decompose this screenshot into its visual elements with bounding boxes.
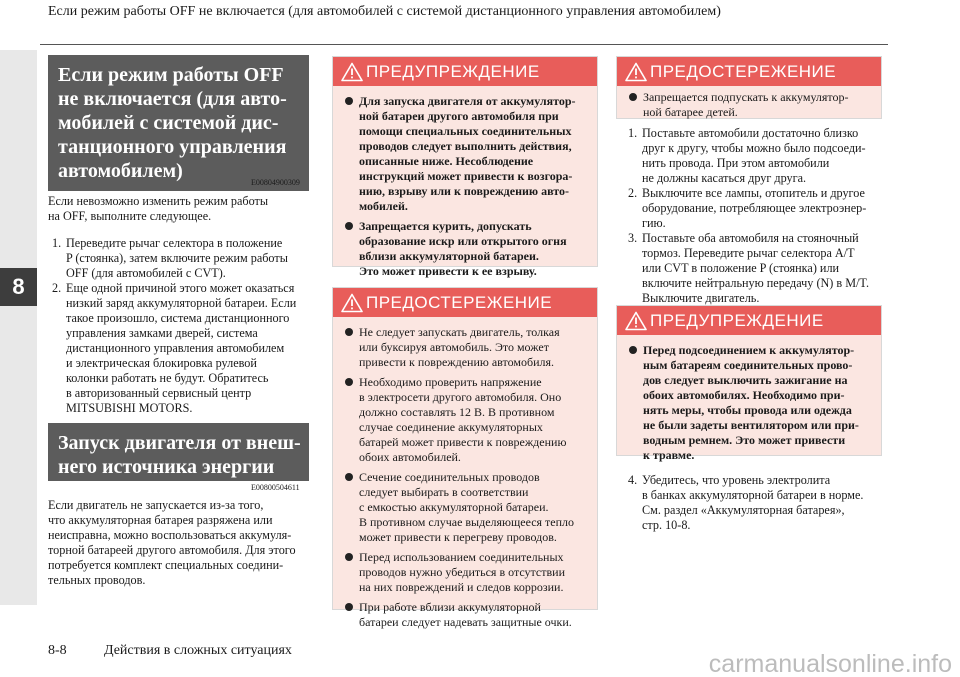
text-line: обоих автомобилях. Необходимо при- bbox=[643, 388, 845, 402]
step-item bbox=[628, 473, 863, 533]
caution-box bbox=[332, 287, 598, 629]
caution-box-body bbox=[333, 317, 597, 641]
text-line: оборудование, потребляющее электроэнер- bbox=[642, 201, 867, 215]
warning-box bbox=[332, 56, 598, 278]
section1-steps bbox=[52, 236, 296, 416]
text-line: Для запуска двигателя от аккумулятор- bbox=[359, 94, 576, 108]
text-line: и электрическая блокировка рулевой bbox=[66, 356, 257, 370]
text-line: Запрещается подпускать к аккумулятор- bbox=[643, 90, 849, 104]
text-line: низкий заряд аккумуляторной батареи. Если bbox=[66, 296, 297, 310]
section-heading-jump-start bbox=[48, 423, 309, 481]
text-line: Еще одной причиной этого может оказаться bbox=[66, 281, 295, 295]
text-line: ной батарее детей. bbox=[643, 105, 738, 119]
text-line: тормоз. Переведите рычаг селектора A/T bbox=[642, 246, 855, 260]
text-line: нию, взрыву или к повреждению авто- bbox=[359, 184, 569, 198]
warning-box-header bbox=[617, 306, 881, 335]
text-line: MITSUBISHI MOTORS. bbox=[66, 401, 193, 415]
text-line: батарей может привести к повреждению bbox=[359, 435, 567, 449]
page-number: 8-8 bbox=[48, 643, 67, 658]
text-line: следует выбирать в соответствии bbox=[359, 485, 529, 499]
bullet-dot-icon bbox=[345, 222, 353, 230]
bullet-item bbox=[343, 219, 591, 279]
warning-box-title: ПРЕДУПРЕЖДЕНИЕ bbox=[366, 61, 540, 81]
text-line: не включается (для авто- bbox=[58, 88, 287, 110]
warning-triangle-icon bbox=[625, 62, 647, 82]
text-line: Убедитесь, что уровень электролита bbox=[642, 473, 831, 487]
text-line: него источника энергии bbox=[58, 456, 275, 478]
bullet-item bbox=[343, 94, 591, 214]
text-line: Поставьте оба автомобиля на стояночный bbox=[642, 231, 859, 245]
caution-box-title: ПРЕДОСТЕРЕЖЕНИЕ bbox=[650, 61, 837, 81]
text-line: Выключите все лампы, отопитель и другое bbox=[642, 186, 865, 200]
bullet-dot-icon bbox=[345, 328, 353, 336]
warning-box-connection bbox=[616, 305, 882, 462]
warning-triangle-icon bbox=[625, 311, 647, 331]
warning-box-header bbox=[333, 57, 597, 86]
step-number: 2. bbox=[628, 186, 638, 200]
text-line: Перед использованием соединительных bbox=[359, 550, 564, 564]
step-number: 1. bbox=[628, 126, 638, 140]
warning-box-title: ПРЕДУПРЕЖДЕНИЕ bbox=[650, 310, 824, 330]
text-line: Выключите двигатель. bbox=[642, 291, 760, 305]
text-line: Если невозможно изменить режим работы bbox=[48, 194, 269, 208]
jump-start-steps bbox=[628, 126, 869, 306]
text-line: батареи следует надевать защитные очки. bbox=[359, 615, 572, 629]
chapter-title: Действия в сложных ситуациях bbox=[104, 643, 292, 658]
text-line: ным батареям соединительных прово- bbox=[643, 358, 853, 372]
bullet-dot-icon bbox=[345, 553, 353, 561]
text-line: проводов нужно убедиться в отсутствии bbox=[359, 565, 565, 579]
text-line: Сечение соединительных проводов bbox=[359, 470, 540, 484]
section1-intro bbox=[48, 194, 268, 224]
text-line: Запуск двигателя от внеш- bbox=[58, 432, 301, 454]
text-line: водным ремнем. Это может привести bbox=[643, 433, 846, 447]
text-line: инструкций может привести к возгора- bbox=[359, 169, 573, 183]
text-line: Перед подсоединением к аккумулятор- bbox=[643, 343, 855, 357]
text-line: на них повреждений и следов коррозии. bbox=[359, 580, 564, 594]
text-line: в банках аккумуляторной батареи в норме. bbox=[642, 488, 864, 502]
text-line: обоих автомобилей. bbox=[359, 450, 461, 464]
bullet-item bbox=[627, 90, 875, 120]
bullet-item bbox=[343, 600, 591, 630]
text-line: дистанционного управления автомобилем bbox=[66, 341, 285, 355]
text-line: ной батареи другого автомобиля при bbox=[359, 109, 559, 123]
text-line: проводов следует выполнить действия, bbox=[359, 139, 572, 153]
chapter-tab: 8 bbox=[0, 268, 37, 306]
caution-box-header bbox=[617, 57, 881, 86]
warning-box-body bbox=[617, 335, 881, 474]
text-line: должно составлять 12 В. В противном bbox=[359, 405, 555, 419]
text-line: что аккумуляторная батарея разряжена или bbox=[48, 513, 273, 527]
bullet-item bbox=[343, 325, 591, 370]
text-line: Не следует запускать двигатель, толкая bbox=[359, 325, 560, 339]
text-line: мобилей. bbox=[359, 199, 408, 213]
text-line: на OFF, выполните следующее. bbox=[48, 209, 212, 223]
text-line: В противном случае выделяющееся тепло bbox=[359, 515, 575, 529]
bullet-dot-icon bbox=[345, 378, 353, 386]
bullet-dot-icon bbox=[345, 603, 353, 611]
page-header-title: Если режим работы OFF не включается (для автомобилей с системой дистанционного управления автомобилем) bbox=[48, 4, 721, 19]
text-line: с емкостью аккумуляторной батареи. bbox=[359, 500, 549, 514]
text-line: привести к повреждению автомобиля. bbox=[359, 355, 555, 369]
warning-triangle-icon bbox=[341, 62, 363, 82]
text-line: тельных проводов. bbox=[48, 573, 146, 587]
text-line: P (стоянка), затем включите режим работы bbox=[66, 251, 288, 265]
caution-box-body bbox=[617, 86, 881, 131]
text-line: описанные ниже. Несоблюдение bbox=[359, 154, 534, 168]
text-line: дов следует выключить зажигание на bbox=[643, 373, 848, 387]
text-line: такое произошло, система дистанционного bbox=[66, 311, 290, 325]
text-line: включите нейтральную передачу (N) в M/T. bbox=[642, 276, 870, 290]
watermark: carmanualsonline.info bbox=[708, 650, 952, 677]
step-item bbox=[628, 186, 869, 231]
text-line: или CVT в положение P (стоянка) или bbox=[642, 261, 840, 275]
step-number: 1. bbox=[52, 236, 62, 250]
text-line: нять меры, чтобы провода или одежда bbox=[643, 403, 852, 417]
text-line: к травме. bbox=[643, 448, 695, 462]
text-line: в авторизованный сервисный центр bbox=[66, 386, 252, 400]
bullet-item bbox=[627, 343, 875, 463]
step-item bbox=[52, 281, 296, 416]
step-number: 4. bbox=[628, 473, 638, 487]
text-line: образование искр или открытого огня bbox=[359, 234, 567, 248]
step-item bbox=[52, 236, 296, 281]
bullet-item bbox=[343, 470, 591, 545]
step-number: 3. bbox=[628, 231, 638, 245]
text-line: Если двигатель не запускается из-за того, bbox=[48, 498, 264, 512]
text-line: OFF (для автомобилей с CVT). bbox=[66, 266, 226, 280]
text-line: Необходимо проверить напряжение bbox=[359, 375, 542, 389]
bullet-dot-icon bbox=[345, 97, 353, 105]
text-line: случае соединение аккумуляторных bbox=[359, 420, 543, 434]
warning-box-body bbox=[333, 86, 597, 290]
step-item bbox=[628, 126, 869, 186]
text-line: автомобилем) bbox=[58, 160, 183, 182]
text-line: в электросети другого автомобиля. Оно bbox=[359, 390, 562, 404]
text-line: помощи специальных соединительных bbox=[359, 124, 572, 138]
text-line: не должны касаться друг друга. bbox=[642, 171, 807, 185]
bullet-dot-icon bbox=[629, 93, 637, 101]
caution-box-title: ПРЕДОСТЕРЕЖЕНИЕ bbox=[366, 292, 553, 312]
text-line: управления замками дверей, система bbox=[66, 326, 258, 340]
text-line: Это может привести к ее взрыву. bbox=[359, 264, 537, 278]
warning-triangle-icon bbox=[341, 293, 363, 313]
text-line: торной батареей другого автомобиля. Для этого bbox=[48, 543, 296, 557]
text-line: Переведите рычаг селектора в положение bbox=[66, 236, 283, 250]
text-line: колонки работать не будут. Обратитесь bbox=[66, 371, 269, 385]
text-line: друг к другу, чтобы можно было подсоеди- bbox=[642, 141, 866, 155]
text-line: Запрещается курить, допускать bbox=[359, 219, 532, 233]
step-item bbox=[628, 231, 869, 306]
jump-start-step-4 bbox=[628, 473, 863, 533]
text-line: Поставьте автомобили достаточно близко bbox=[642, 126, 859, 140]
side-strip bbox=[0, 50, 37, 605]
text-line: При работе вблизи аккумуляторной bbox=[359, 600, 541, 614]
header-divider bbox=[40, 44, 888, 45]
bullet-dot-icon bbox=[345, 473, 353, 481]
caution-box-children bbox=[616, 56, 882, 119]
text-line: или буксируя автомобиль. Это может bbox=[359, 340, 549, 354]
text-line: танционного управления bbox=[58, 136, 287, 158]
text-line: стр. 10-8. bbox=[642, 518, 691, 532]
bullet-dot-icon bbox=[629, 346, 637, 354]
text-line: гию. bbox=[642, 216, 666, 230]
section-code: E00800504611 bbox=[251, 483, 300, 492]
text-line: См. раздел «Аккумуляторная батарея», bbox=[642, 503, 845, 517]
text-line: может привести к перегреву проводов. bbox=[359, 530, 557, 544]
text-line: мобилей с системой дис- bbox=[58, 112, 279, 134]
bullet-item bbox=[343, 550, 591, 595]
bullet-item bbox=[343, 375, 591, 465]
text-line: нить провода. При этом автомобили bbox=[642, 156, 830, 170]
text-line: Если режим работы OFF bbox=[58, 64, 284, 86]
section-code: E00804900309 bbox=[251, 178, 300, 187]
section-heading-off-mode bbox=[48, 55, 309, 191]
step-number: 2. bbox=[52, 281, 62, 295]
text-line: потребуется комплект специальных соедини- bbox=[48, 558, 284, 572]
caution-box-header bbox=[333, 288, 597, 317]
section2-body bbox=[48, 498, 296, 588]
text-line: вблизи аккумуляторной батареи. bbox=[359, 249, 539, 263]
text-line: не были задеты вентилятором или при- bbox=[643, 418, 859, 432]
text-line: неисправна, можно воспользоваться аккумуля- bbox=[48, 528, 292, 542]
